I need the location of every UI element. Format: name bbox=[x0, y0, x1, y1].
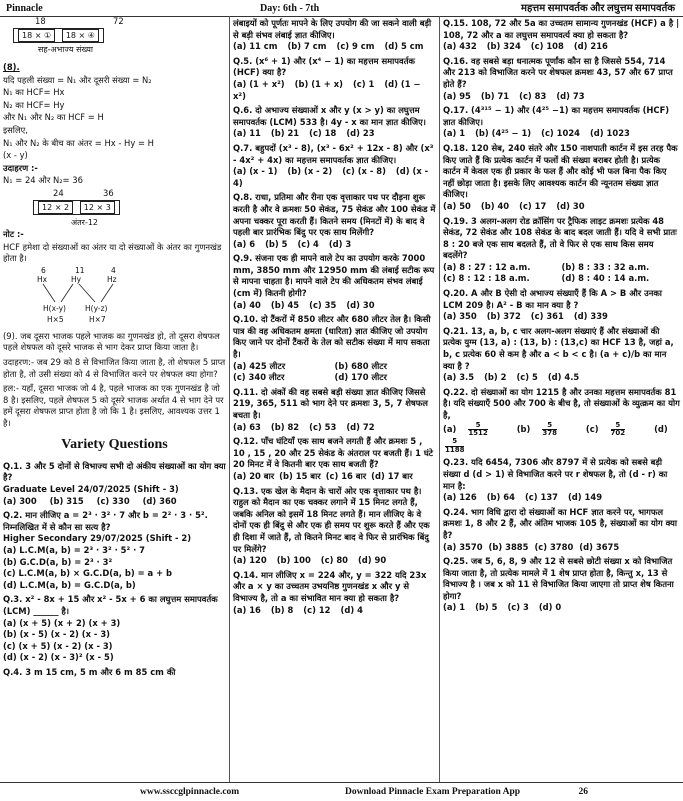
option: (d) 3675 bbox=[579, 541, 620, 552]
denominator: 1188 bbox=[445, 445, 465, 454]
option: (b) 372 bbox=[486, 311, 521, 322]
text-line: N₁ और N₂ के बीच का अंतर = Hx - Hy = H bbox=[3, 137, 154, 148]
option: (a) 11 cm bbox=[233, 41, 278, 52]
question-22 bbox=[443, 387, 680, 455]
question-23 bbox=[443, 457, 680, 503]
question-text: लंबाइयों को पूर्णतः मापने के लिए उपयोग की जा सकने वाली बड़ी से बड़ी संभव लंबाई ज्ञात कीजिए। bbox=[233, 18, 432, 40]
question-text: Q.21. 13, a, b, c चार अलग-अलग संख्याएं हैं और संख्याओं की प्रत्येक युग्म (13, a) : (13, b) : (13,c) का HCF 13 है, जहां a, b, c प्रत्येक 60 से कम है और a < b < c है। (a + c)/b का मान क्या है ? bbox=[443, 325, 674, 371]
question-4-start: Q.4. 3 m 15 cm, 5 m और 6 m 85 cm की bbox=[3, 666, 176, 677]
example-diagram bbox=[3, 188, 226, 228]
text-line: यदि पहली संख्या = N₁ और दूसरी संख्या = N₂ bbox=[3, 74, 152, 85]
option: (d) (x - 4) bbox=[233, 166, 429, 188]
question-text: Q.12. पाँच घंटियाँ एक साथ बजने लगती हैं और क्रमशः 5 , 10 , 15 , 20 और 25 सेकंड के अंतराल पर बजती हैं। 1 घंटे 20 मिनट में वे कितनी बार एक साथ बजती हैं? bbox=[233, 436, 433, 470]
header-day: Day: 6th - 7th bbox=[260, 3, 320, 14]
option: (d) 17 बार bbox=[371, 470, 413, 481]
question-text: Q.14. मान लीजिए x = 224 और, y = 322 यदि 23x और a × y का उच्चतम उभयनिष्ठ गुणनखंड x और y से विभाज्य है, तो a का संभावित मान क्या हो सकता है? bbox=[233, 569, 427, 603]
question-text: Q.6. दो अभाज्य संख्याओं x और y (x > y) का लघुत्तम समापवर्तक (LCM) 533 है। 4y - x का मान ज्ञात कीजिए। bbox=[233, 105, 426, 127]
option-label: (b) bbox=[516, 424, 531, 435]
tree-value: 4 bbox=[111, 265, 116, 275]
column-1 bbox=[0, 16, 230, 782]
option: (c) 5 bbox=[516, 372, 538, 383]
section-title: (8). bbox=[3, 62, 20, 72]
denominator: 1512 bbox=[468, 429, 488, 438]
question-text: Q.9. संजना एक ही मापने वाले टेप का उपयोग करके 7000 mm, 3850 mm और 12950 mm की लंबाई सटीक रूप से मापना चाहता है। मापने वाले टेप की अधिकतम संभव लंबाई (cm में) कितनी होगी? bbox=[233, 253, 435, 299]
diagram-number: 36 bbox=[103, 187, 114, 198]
column-3 bbox=[440, 16, 683, 782]
option: (c) (x - 8) bbox=[342, 166, 386, 177]
option: (b) (4²⁵ − 1) bbox=[475, 128, 532, 139]
question-24 bbox=[443, 507, 680, 553]
option: (d) 4.5 bbox=[547, 372, 580, 383]
option: (b) 21 bbox=[270, 128, 300, 139]
option: (a) 425 लीटर bbox=[233, 360, 286, 371]
option: (a) 16 bbox=[233, 604, 261, 615]
option: (d) 23 bbox=[346, 128, 375, 139]
option: (a) 20 बार bbox=[233, 470, 275, 481]
option: (a) 120 bbox=[233, 555, 267, 566]
option: (d) 73 bbox=[556, 90, 585, 101]
option: (b) 5 bbox=[265, 238, 288, 249]
question-text: Q.19. 3 अलग-अलग रोड क्रॉसिंग पर ट्रैफिक लाइट क्रमशः प्रत्येक 48 सेकंड, 72 सेकंड और 108 सेकंड के बाद बदल जाती हैं। यदि वे सभी प्रातः 8 : 20 बजे एक साथ बदलते हैं, तो वे फिर से एक साथ किस समय बदलेंगे? bbox=[443, 215, 677, 261]
question-text: Q.2. मान लीजिए a = 2³ · 3² · 7 और b = 2² · 3 · 5². निम्नलिखित में से कौन सा सत्य है? bbox=[3, 510, 208, 532]
option bbox=[585, 420, 645, 438]
option: (b) 324 bbox=[486, 41, 521, 52]
question-text: Q.8. राधा, प्रतिमा और रीना एक वृत्ताकार पथ पर दौड़ना शुरू करती है और वे क्रमशः 50 सेकंड, 75 सेकंड और 100 सेकंड में अपना चक्कर पूरा करती हैं। कितने समय (मिनटों में) के बाद वे पहली बार प्रारंभिक बिंदु पर एक साथ मिलेंगी? bbox=[233, 192, 436, 238]
question-18 bbox=[443, 143, 680, 213]
option: (c) (x + 5) (x - 2) (x - 3) bbox=[3, 640, 113, 651]
text-line: N₁ = 24 और N₂= 36 bbox=[3, 175, 83, 186]
option: (c) 4 bbox=[297, 238, 319, 249]
question-text: Q.25. जब 5, 6, 8, 9 और 12 से सबसे छोटी संख्या x को विभाजित किया जाता है, तो प्रत्येक मामले में 1 शेष प्राप्त होता है, किन्तु x, 13 से विभाज्य है । जब x को 11 से विभाजित किया जाएगा तो प्राप्त शेष कितना होगा? bbox=[443, 556, 674, 601]
example-label: उदाहरण :- bbox=[3, 162, 38, 173]
option bbox=[443, 420, 508, 438]
text-line: और N₁ और N₂ का HCF = H bbox=[3, 112, 104, 123]
option: (c) 35 bbox=[309, 299, 337, 310]
fraction bbox=[445, 438, 474, 454]
option: (d) (1 − x²) bbox=[233, 78, 421, 101]
example-2-text: उदाहरण:- जब 29 को 8 से विभाजित किया जाता है, तो शेषफल 5 प्राप्त होता है, तो उसी संख्या को 4 से विभाजित करने पर शेषफल क्या होगा? bbox=[3, 356, 226, 379]
question-text: Q.1. 3 और 5 दोनों से विभाज्य सभी दो अंकीय संख्याओं का योग क्या है? bbox=[3, 460, 226, 483]
question-25 bbox=[443, 556, 680, 614]
header-topic: महत्तम समापवर्तक और लघुत्तम समापवर्तक bbox=[521, 3, 675, 14]
question-source: Higher Secondary 29/07/2025 (Shift - 2) bbox=[3, 533, 192, 544]
option: (a) 126 bbox=[443, 492, 477, 503]
option: (c) 361 bbox=[530, 311, 564, 322]
footer-app-promo: Download Pinnacle Exam Preparation App bbox=[345, 787, 521, 797]
option: (b) 5 bbox=[475, 602, 498, 613]
option: (c) 53 bbox=[309, 421, 337, 432]
denominator: 702 bbox=[610, 429, 626, 438]
option: (b) 82 bbox=[270, 421, 300, 432]
option: (b) 15 बार bbox=[279, 470, 321, 481]
question-text: Q.15. 108, 72 और 5a का उच्चतम सामान्य गुणनखंड (HCF) a है | 108, 72 और a का लघुत्तम समापवर्त्य क्या हो सकता है? bbox=[443, 18, 680, 40]
option: (b) 3885 bbox=[488, 541, 529, 552]
question-text: Q.22. दो संख्याओं का योग 1215 है और उनका महत्तम समापवर्तक 81 है। यदि संख्याएँ 500 और 700 के बीच है, तो संख्याओं के व्युत्क्रम का योग है, bbox=[443, 386, 680, 420]
coprime-diagram bbox=[3, 16, 226, 56]
question-5 bbox=[233, 56, 436, 102]
option: (c) 83 bbox=[519, 90, 547, 101]
question-text: Q.16. वह सबसे बड़ा धनात्मक पूर्णांक कौन सा है जिससे 554, 714 और 213 को विभाजित करने पर शेषफल क्रमशः 43, 57 और 67 प्राप्त होते हैं? bbox=[443, 55, 673, 89]
fraction bbox=[611, 422, 636, 438]
option: (d) 5 cm bbox=[384, 41, 424, 52]
option: (b) 71 bbox=[480, 90, 510, 101]
option: (d) 30 bbox=[346, 299, 375, 310]
question-2 bbox=[3, 510, 226, 591]
diagram-box: 18 × ① bbox=[18, 29, 55, 42]
option: (a) 63 bbox=[233, 421, 261, 432]
option: (b) 8 bbox=[270, 604, 294, 615]
option: (a) 3570 bbox=[443, 541, 483, 552]
question-6 bbox=[233, 105, 436, 140]
question-text: Q.7. बहुपदों (x³ - 8), (x³ - 6x² + 12x - 8) और (x³ - 4x² + 4x) का महत्तम समापवर्तक ज्ञात कीजिए। bbox=[233, 142, 434, 165]
diagram-caption: अंतर-12 bbox=[71, 217, 99, 227]
option: (c) 1 bbox=[352, 78, 375, 89]
option: (a) 432 bbox=[443, 41, 477, 52]
option: (a) 95 bbox=[443, 90, 471, 101]
note-label: नोट :- bbox=[3, 228, 24, 239]
page-number: 26 bbox=[578, 787, 588, 797]
question-12 bbox=[233, 436, 436, 482]
option: (d) 8 : 40 : 14 a.m. bbox=[561, 273, 650, 284]
question-text: Q.24. भाग विधि द्वारा दो संख्याओं का HCF ज्ञात करने पर, भागफल क्रमशः 1, 8 और 2 हैं, और अंतिम भाजक 105 है, संख्याओं का योग क्या है? bbox=[443, 506, 678, 540]
question-9 bbox=[233, 253, 436, 311]
solution-text: हल:- यहाँ, दूसरा भाजक जो 4 है, पहले भाजक का एक गुणनखंड है जो 8 है। इसलिए, पहले शेषफल 5 को दूसरे भाजक अर्थात 4 से भाग देने पर हमें दूसरा शेषफल प्राप्त होता है जो कि 1 है। इसलिए, आवश्यक उत्तर 1 है। bbox=[3, 383, 224, 428]
question-source: Graduate Level 24/07/2025 (Shift - 3) bbox=[3, 483, 179, 494]
fraction-options bbox=[443, 422, 680, 455]
text-line: N₂ का HCF= Hy bbox=[3, 99, 65, 110]
option: (a) 50 bbox=[443, 200, 471, 211]
option-label: (d) bbox=[654, 424, 668, 435]
option bbox=[516, 420, 577, 438]
header-brand: Pinnacle bbox=[6, 3, 43, 14]
option: (a) 350 bbox=[443, 311, 477, 322]
option: (c) 108 bbox=[530, 41, 564, 52]
question-text: Q.18. 120 सेब, 240 संतरे और 150 नाशपाती कार्टन में इस तरह पैक किए जाते हैं कि प्रत्येक कार्टन में फलों की संख्या बराबर होती है। प्रत्येक कार्टन में केवल एक ही प्रकार के फल हैं और कोई भी फल बिना पैक किए नहीं छोड़ा जाता है। इसके लिए आवश्यक कार्टन की न्यूनतम संख्या ज्ञात कीजिए। bbox=[443, 142, 678, 200]
column-2 bbox=[230, 16, 440, 782]
option-label: (c) bbox=[585, 424, 599, 435]
option: (b) G.C.D(a, b) = 2³ · 3² bbox=[3, 556, 113, 567]
option: (a) (x - 1) bbox=[233, 166, 278, 177]
option: (c) 1024 bbox=[541, 128, 580, 139]
diagram-caption: सह-अभाज्य संख्या bbox=[38, 45, 93, 54]
option: (a) L.C.M(a, b) = 2³ · 3² · 5² · 7 bbox=[3, 544, 146, 555]
option: (b) 315 bbox=[49, 495, 84, 506]
option: (a) 11 bbox=[233, 128, 261, 139]
option: (b) 7 cm bbox=[287, 41, 327, 52]
option: (c) 340 लीटर bbox=[233, 372, 285, 383]
tree-value: Hy bbox=[71, 274, 82, 284]
option: (d) 360 bbox=[142, 495, 177, 506]
tree-value: 11 bbox=[75, 265, 85, 275]
option: (c) 17 bbox=[519, 200, 547, 211]
fraction bbox=[468, 422, 497, 438]
numerator: 5 bbox=[611, 422, 626, 431]
option: (d) 90 bbox=[357, 555, 387, 566]
diagram-number: 24 bbox=[53, 187, 64, 198]
option: (b) 40 bbox=[480, 200, 510, 211]
hcf-tree bbox=[3, 266, 226, 330]
option: (b) 8 : 33 : 32 a.m. bbox=[561, 261, 650, 272]
question-text: Q.5. (x⁶ + 1) और (x⁴ − 1) का महत्तम समापवर्तक (HCF) क्या है? bbox=[233, 55, 415, 78]
option: (a) 40 bbox=[233, 299, 261, 310]
option: (a) 3.5 bbox=[443, 372, 475, 383]
option: (d) 4 bbox=[340, 604, 363, 615]
option: (c) 3780 bbox=[534, 541, 574, 552]
page-footer bbox=[0, 782, 683, 801]
question-text: Q.3. x² - 8x + 15 और x² - 5x + 6 का लघुत्तम समापवर्तक (LCM) ______ है। bbox=[3, 594, 218, 616]
option: (d) 72 bbox=[346, 421, 375, 432]
option: (b) (1 + x) bbox=[294, 78, 343, 89]
option: (c) L.C.M(a, b) × G.C.D(a, b) = a + b bbox=[3, 568, 173, 579]
tree-value: 6 bbox=[41, 265, 46, 275]
question-14 bbox=[233, 570, 436, 616]
question-3 bbox=[3, 594, 226, 664]
option: (b) 64 bbox=[486, 492, 515, 503]
option: (d) 339 bbox=[573, 311, 608, 322]
option: (d) L.C.M(a, b) = G.C.D(a, b) bbox=[3, 579, 136, 590]
tree-value: H(x-y) bbox=[43, 303, 66, 313]
diagram-box: 12 × 3 bbox=[80, 201, 115, 214]
question-20 bbox=[443, 288, 680, 323]
denominator: 378 bbox=[542, 429, 557, 438]
page-header bbox=[0, 0, 683, 17]
variety-heading: Variety Questions bbox=[61, 437, 168, 453]
option: (c) 3 bbox=[507, 602, 529, 613]
question-8 bbox=[233, 192, 436, 250]
tree-value: H×5 bbox=[47, 314, 64, 324]
diagram-number: 18 bbox=[35, 16, 46, 26]
option: (c) 16 बार bbox=[325, 470, 367, 481]
question-options bbox=[3, 496, 226, 508]
question-4-cont bbox=[233, 18, 436, 53]
text-line: (x - y) bbox=[3, 150, 28, 161]
option: (b) (x - 2) bbox=[287, 166, 333, 177]
question-13 bbox=[233, 486, 436, 567]
option: (d) 170 लीटर bbox=[334, 372, 387, 383]
question-text: Q.11. दो अंकों की वह सबसे बड़ी संख्या ज्ञात कीजिए जिससे 219, 365, 511 को भाग देने पर क्रमशः 3, 5, 7 शेषफल बचता है। bbox=[233, 386, 428, 420]
tree-value: H(y-z) bbox=[85, 303, 108, 313]
text-line: इसलिए, bbox=[3, 124, 28, 135]
question-19 bbox=[443, 216, 680, 286]
option: (c) 330 bbox=[96, 495, 130, 506]
option: (a) 1 bbox=[443, 128, 466, 139]
numerator: 5 bbox=[542, 422, 557, 431]
numerator: 5 bbox=[468, 422, 487, 431]
option-label: (a) bbox=[443, 424, 457, 435]
option: (b) 45 bbox=[270, 299, 300, 310]
tree-value: Hx bbox=[37, 274, 48, 284]
option: (d) (x - 2) (x - 3)² (x - 5) bbox=[3, 652, 114, 663]
question-1 bbox=[3, 461, 226, 507]
question-text: Q.10. दो टैंकरों में 850 लीटर और 680 लीटर तेल है। किसी पात्र की वह अधिकतम क्षमता (धारिता) ज्ञात कीजिए जो उपयोग किए जाने पर दोनों टैंकरों के तेल को सटीक संख्या में माप सकता है। bbox=[233, 314, 431, 360]
option: (a) (1 + x²) bbox=[233, 78, 285, 89]
question-16 bbox=[443, 56, 680, 102]
question-text: Q.13. एक खेल के मैदान के चारों ओर एक वृत्ताकार पथ है। राहुल को मैदान का एक चक्कर लगाने में 15 मिनट लगते हैं, जबकि अनिल को इसमें 18 मिनट लगते हैं। मान लीजिए के वे दोनों एक ही बिंदु से और एक ही समय पर शुरू करते हैं और एक ही दिशा में जाते हैं, तो कितने मिनट बाद वे फिर से प्रारंभिक बिंदु पर मिलेंगे? bbox=[233, 485, 430, 554]
option: (b) (x - 5) (x - 2) (x - 3) bbox=[3, 629, 110, 640]
option: (d) 1023 bbox=[589, 128, 630, 139]
option: (c) 8 : 12 : 18 a.m. bbox=[443, 273, 530, 284]
option: (b) 680 लीटर bbox=[334, 360, 387, 371]
question-text: Q.20. A और B ऐसी दो अभाज्य संख्याएँ हैं कि A > B और उनका LCM 209 है। A² - B का मान क्या है ? bbox=[443, 288, 662, 310]
question-10 bbox=[233, 314, 436, 384]
diagram-box: 12 × 2 bbox=[38, 201, 73, 214]
option: (b) 100 bbox=[276, 555, 311, 566]
option: (a) 8 : 27 : 12 a.m. bbox=[443, 261, 531, 272]
option: (b) 2 bbox=[484, 372, 507, 383]
option: (d) 0 bbox=[538, 602, 562, 613]
tree-value: H×7 bbox=[89, 314, 106, 324]
question-text: Q.23. यदि 6454, 7306 और 8797 में से प्रत्येक को सबसे बड़ी संख्या d (d > 1) से विभाजित करने पर r शेषफल है, तो (d - r) का मान है: bbox=[443, 457, 668, 491]
question-15 bbox=[443, 18, 680, 53]
diagram-number: 72 bbox=[113, 16, 124, 26]
option: (c) 80 bbox=[320, 555, 348, 566]
option: (a) 6 bbox=[233, 238, 256, 249]
text-line: N₁ का HCF= Hx bbox=[3, 87, 65, 98]
question-21 bbox=[443, 326, 680, 384]
note-text: HCF हमेशा दो संख्याओं का अंतर या दो संख्याओं के अंतर का गुणनखंड होता है। bbox=[3, 241, 222, 264]
question-text: Q.17. (4³¹⁵ − 1) और (4²⁵ −1) का महत्तम समापवर्तक (HCF) ज्ञात कीजिए। bbox=[443, 105, 670, 127]
option: (a) 300 bbox=[3, 495, 37, 506]
option: (c) 137 bbox=[524, 492, 558, 503]
section-9-text: (9). जब दूसरा भाजक पहले भाजक का गुणनखंड हो, तो दूसरा शेषफल पहले शेषफल को दूसरे भाजक से भाग देकर प्राप्त किया जाता है। bbox=[3, 330, 220, 353]
option: (d) 30 bbox=[556, 200, 585, 211]
option: (a) (x + 5) (x + 2) (x + 3) bbox=[3, 617, 121, 628]
option: (a) 1 bbox=[443, 602, 466, 613]
option: (c) 18 bbox=[309, 128, 337, 139]
diagram-box: 18 × ④ bbox=[62, 29, 99, 42]
option: (d) 3 bbox=[328, 238, 352, 249]
option: (c) 9 cm bbox=[336, 41, 375, 52]
question-7 bbox=[233, 143, 436, 189]
question-17 bbox=[443, 105, 680, 140]
fraction bbox=[542, 422, 567, 438]
option: (d) 149 bbox=[567, 492, 603, 503]
footer-website-link[interactable]: www.ssccglpinnacle.com bbox=[140, 787, 240, 797]
numerator: 5 bbox=[445, 438, 464, 447]
option: (d) 216 bbox=[573, 41, 608, 52]
tree-value: Hz bbox=[107, 274, 117, 284]
question-11 bbox=[233, 387, 436, 433]
option: (c) 12 bbox=[303, 604, 331, 615]
